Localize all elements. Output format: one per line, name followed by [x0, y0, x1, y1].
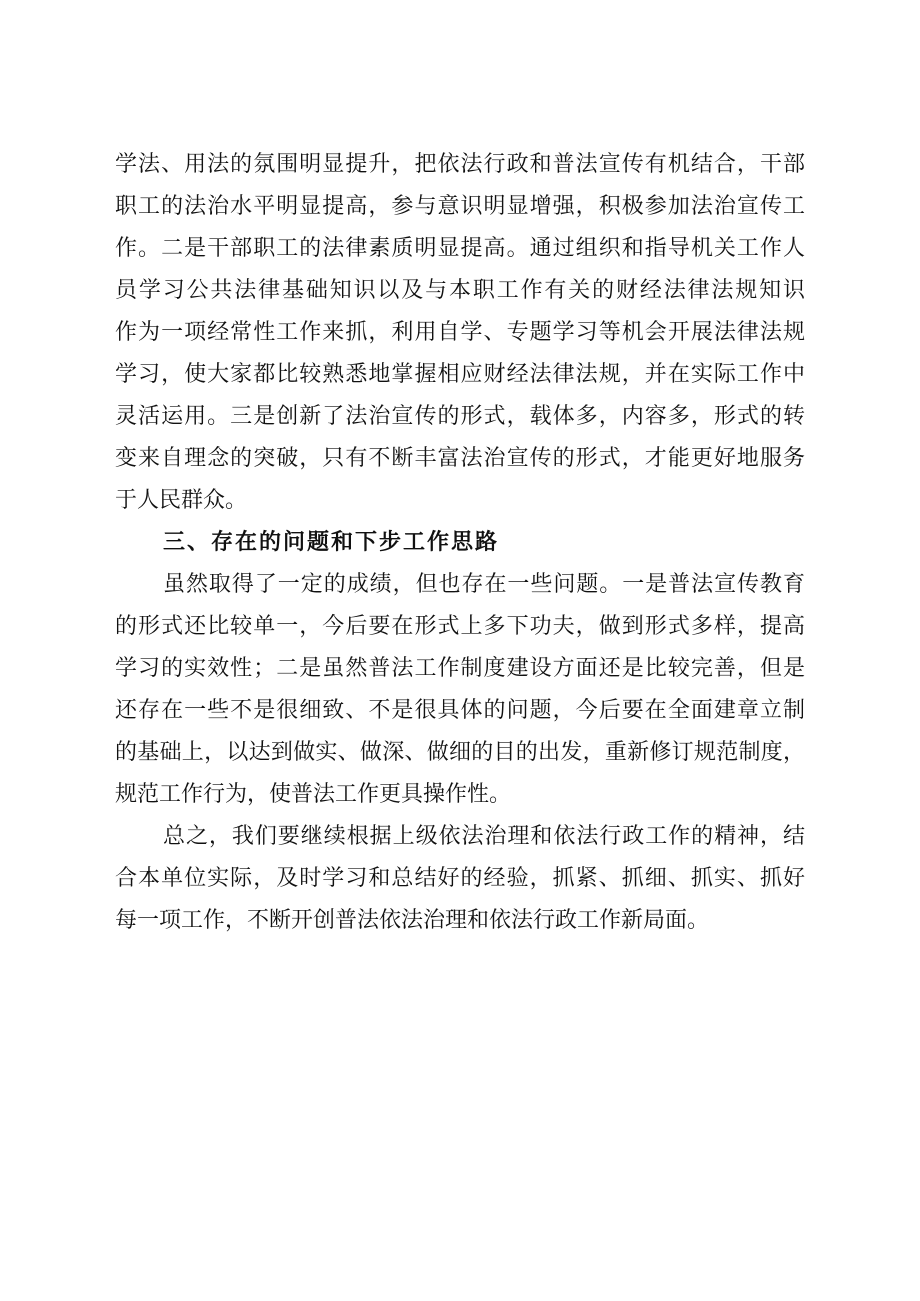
paragraph-line: 学习，使大家都比较熟悉地掌握相应财经法律法规，并在实际工作中 — [115, 362, 805, 387]
paragraph-line: 灵活运用。三是创新了法治宣传的形式，载体多，内容多，形式的转 — [115, 404, 805, 429]
paragraph-line: 的形式还比较单一，今后要在形式上多下功夫，做到形式多样，提高 — [115, 614, 805, 639]
paragraph-line: 虽然取得了一定的成绩，但也存在一些问题。一是普法宣传教育 — [163, 572, 805, 597]
paragraph-line: 每一项工作，不断开创普法依法治理和依法行政工作新局面。 — [115, 908, 710, 933]
paragraph-line: 变来自理念的突破，只有不断丰富法治宣传的形式，才能更好地服务 — [115, 446, 805, 471]
paragraph-line: 合本单位实际，及时学习和总结好的经验，抓紧、抓细、抓实、抓好 — [115, 866, 805, 891]
paragraph-line: 的基础上，以达到做实、做深、做细的目的出发，重新修订规范制度， — [115, 740, 805, 765]
paragraph-line: 还存在一些不是很细致、不是很具体的问题，今后要在全面建章立制 — [115, 698, 805, 723]
paragraph-line: 员学习公共法律基础知识以及与本职工作有关的财经法律法规知识 — [115, 278, 805, 303]
paragraph-line: 职工的法治水平明显提高，参与意识明显增强，积极参加法治宣传工 — [115, 194, 805, 219]
paragraph-line: 于人民群众。 — [115, 488, 248, 513]
paragraph-line: 规范工作行为，使普法工作更具操作性。 — [115, 782, 512, 807]
paragraph-line: 作为一项经常性工作来抓，利用自学、专题学习等机会开展法律法规 — [115, 320, 805, 345]
paragraph-line: 学习的实效性；二是虽然普法工作制度建设方面还是比较完善，但是 — [115, 656, 805, 681]
section-heading: 三、存在的问题和下步工作思路 — [163, 530, 500, 555]
paragraph-line: 作。二是干部职工的法律素质明显提高。通过组织和指导机关工作人 — [115, 236, 805, 261]
paragraph-line: 学法、用法的氛围明显提升，把依法行政和普法宣传有机结合，干部 — [115, 152, 805, 177]
paragraph-line: 总之，我们要继续根据上级依法治理和依法行政工作的精神，结 — [163, 824, 805, 849]
